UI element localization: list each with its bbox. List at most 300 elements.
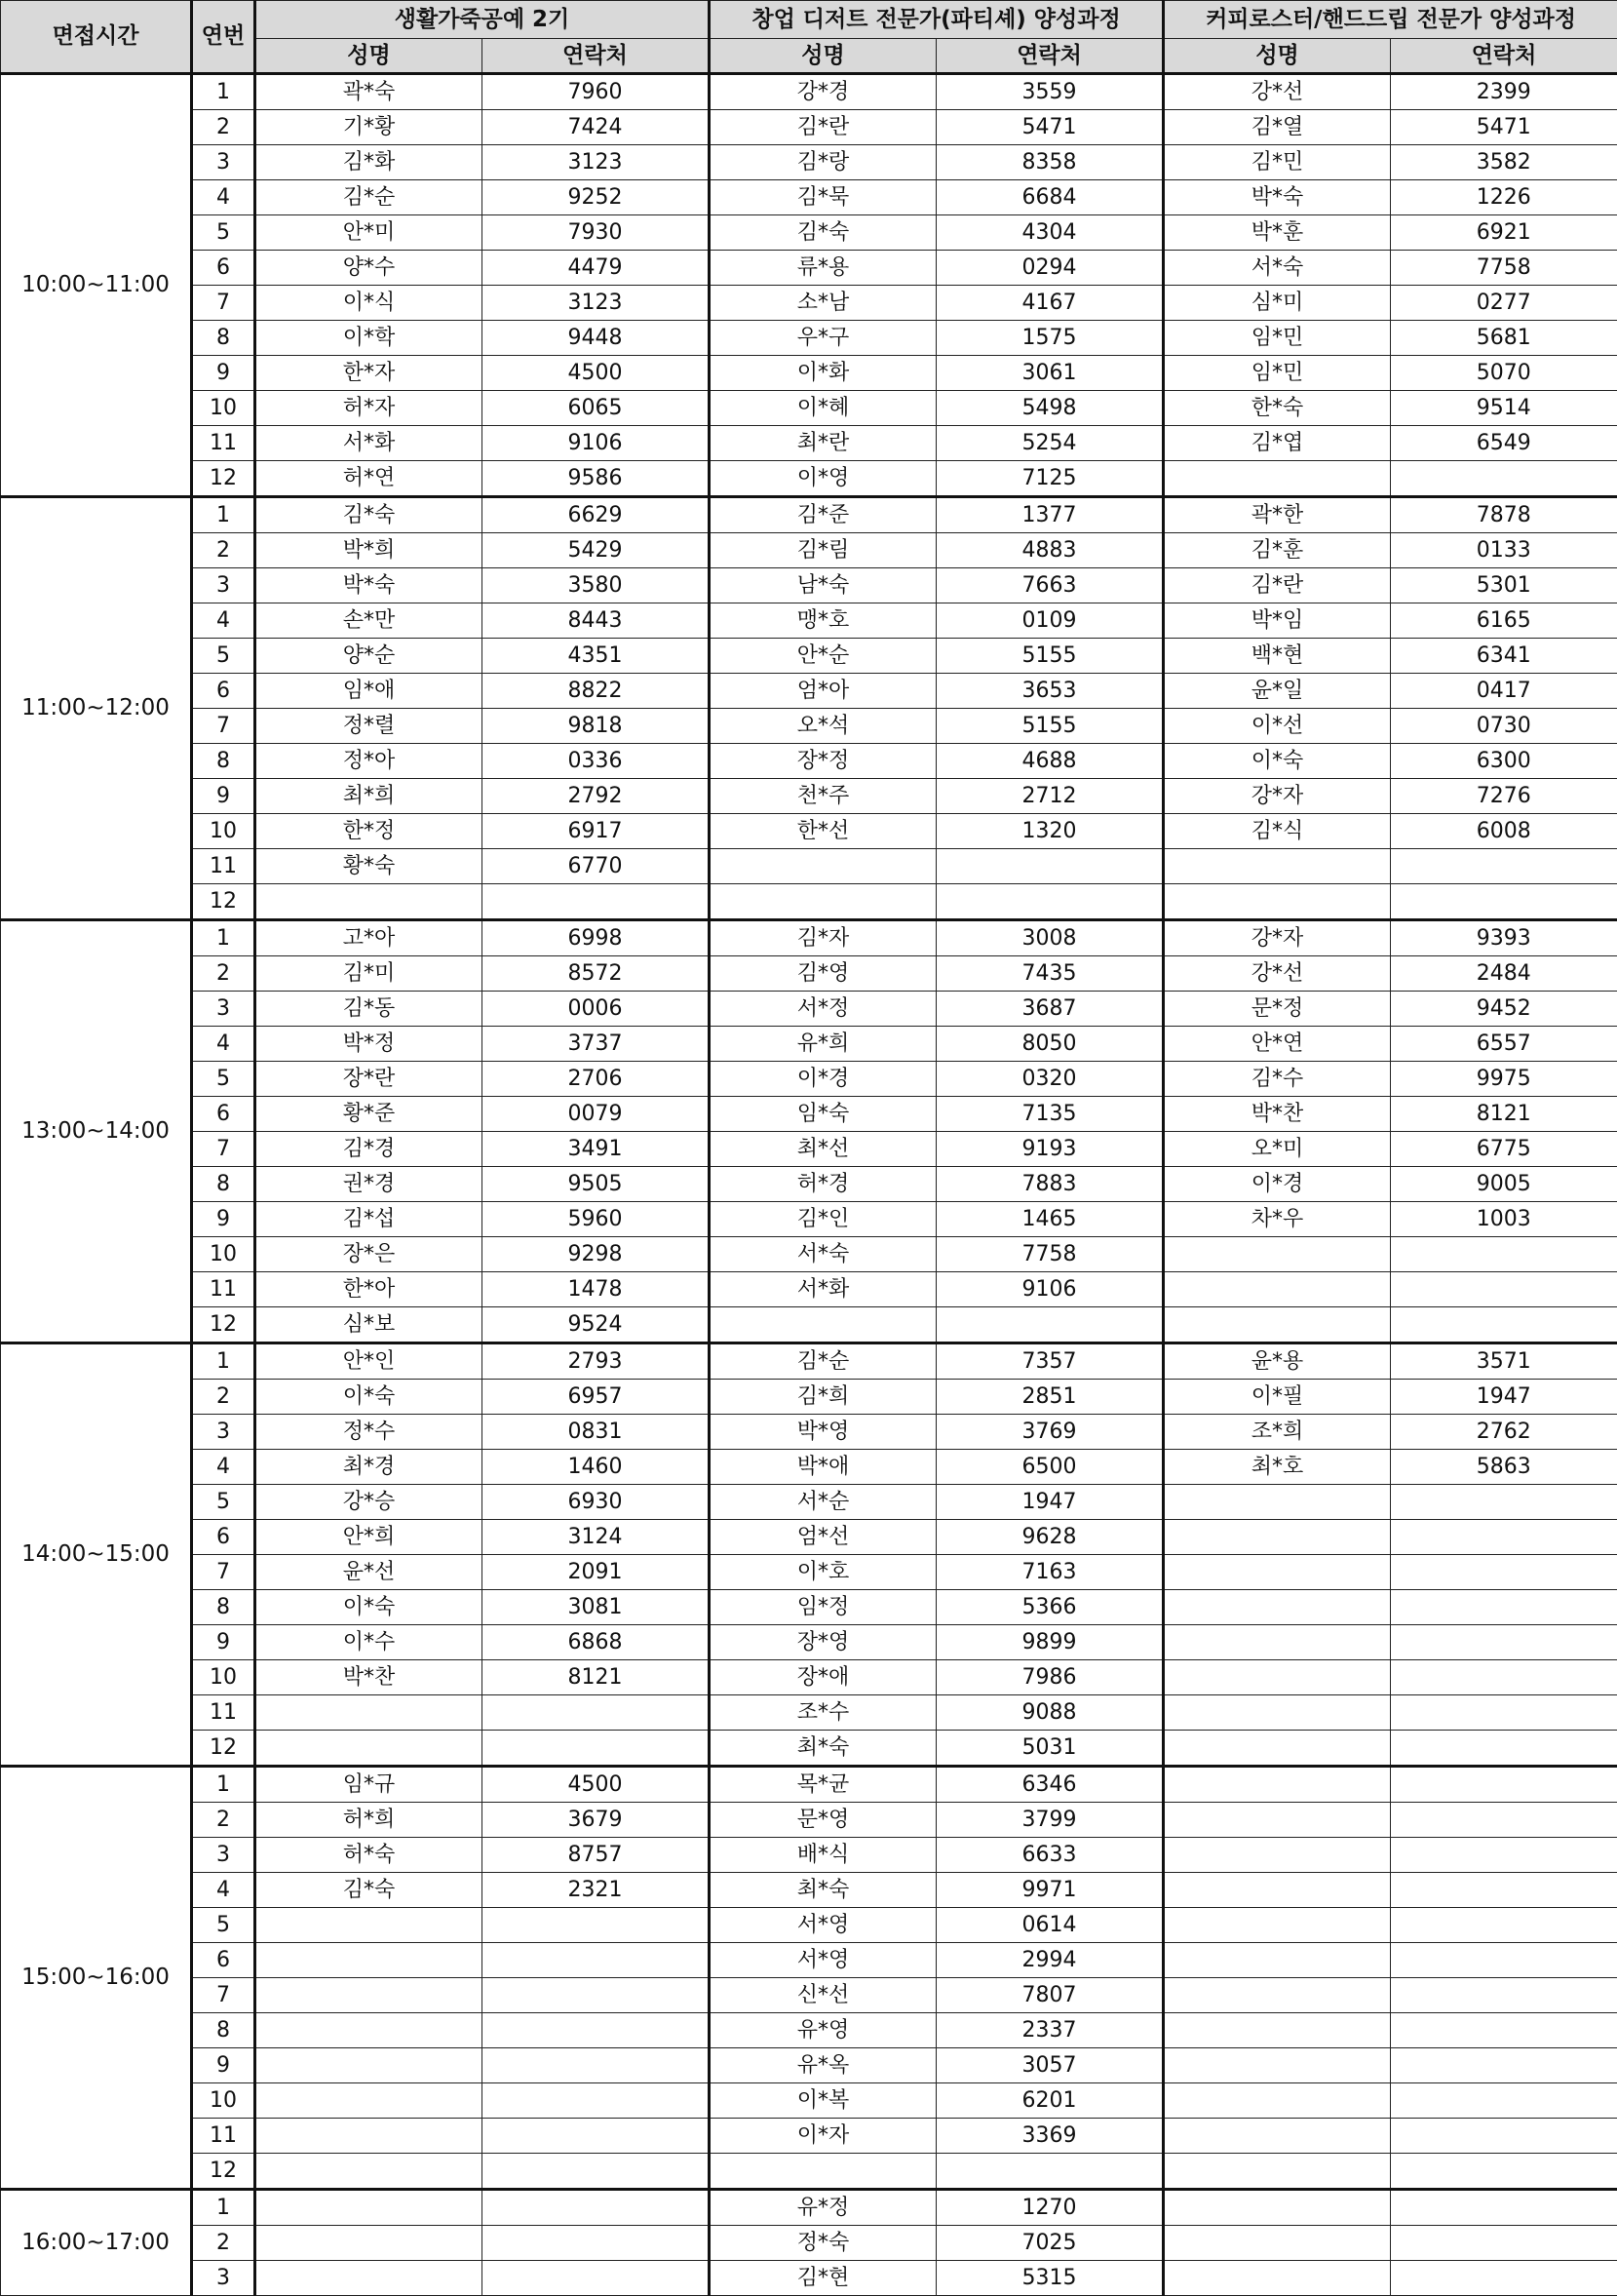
- name-cell: 허*희: [255, 1803, 482, 1838]
- contact-cell: [1391, 1555, 1617, 1590]
- contact-cell: [482, 2226, 710, 2261]
- name-cell: 황*준: [255, 1097, 482, 1132]
- contact-cell: [1391, 1625, 1617, 1660]
- table-row: [1, 74, 1617, 110]
- table-row: [1, 145, 1617, 180]
- contact-cell: 9524: [482, 1307, 710, 1343]
- contact-cell: 8358: [937, 145, 1164, 180]
- contact-cell: 7758: [1391, 251, 1617, 286]
- name-cell: 김*경: [255, 1132, 482, 1167]
- table-row: [1, 1307, 1617, 1343]
- contact-cell: [482, 1731, 710, 1767]
- contact-cell: 1460: [482, 1450, 710, 1485]
- name-cell: 임*민: [1164, 321, 1391, 356]
- contact-cell: [482, 2083, 710, 2119]
- contact-cell: [1391, 1978, 1617, 2013]
- contact-cell: 0006: [482, 992, 710, 1027]
- interview-time-cell: 13:00~14:00: [1, 920, 192, 1343]
- name-cell: 김*수: [1164, 1062, 1391, 1097]
- name-cell: 김*순: [255, 180, 482, 215]
- contact-cell: 1478: [482, 1272, 710, 1307]
- name-cell: 손*만: [255, 603, 482, 639]
- contact-cell: 3653: [937, 674, 1164, 709]
- table-row: [1, 1908, 1617, 1943]
- name-cell: 기*황: [255, 110, 482, 145]
- name-cell: 김*식: [1164, 814, 1391, 849]
- contact-cell: [1391, 849, 1617, 884]
- table-row: [1, 533, 1617, 568]
- name-cell: 이*수: [255, 1625, 482, 1660]
- name-cell: [710, 1307, 937, 1343]
- subheader-name: 성명: [710, 39, 937, 74]
- table-row: [1, 1485, 1617, 1520]
- contact-cell: 7930: [482, 215, 710, 251]
- contact-cell: [1391, 1237, 1617, 1272]
- name-cell: 이*선: [1164, 709, 1391, 744]
- name-cell: 강*승: [255, 1485, 482, 1520]
- name-cell: [1164, 1731, 1391, 1767]
- name-cell: 박*정: [255, 1027, 482, 1062]
- table-row: [1, 1767, 1617, 1803]
- name-cell: [710, 884, 937, 920]
- table-row: [1, 2119, 1617, 2154]
- contact-cell: 5429: [482, 533, 710, 568]
- contact-cell: 6557: [1391, 1027, 1617, 1062]
- header-seq: 연번: [192, 1, 255, 74]
- seq-cell: 7: [192, 1555, 255, 1590]
- contact-cell: [1391, 461, 1617, 497]
- table-row: [1, 1097, 1617, 1132]
- seq-cell: 3: [192, 1838, 255, 1873]
- contact-cell: 2994: [937, 1943, 1164, 1978]
- seq-cell: 9: [192, 779, 255, 814]
- name-cell: 유*옥: [710, 2048, 937, 2083]
- table-row: [1, 356, 1617, 391]
- table-row: [1, 286, 1617, 321]
- name-cell: [255, 1908, 482, 1943]
- table-row: [1, 1027, 1617, 1062]
- contact-cell: 6341: [1391, 639, 1617, 674]
- name-cell: [1164, 1520, 1391, 1555]
- contact-cell: [1391, 2119, 1617, 2154]
- seq-cell: 4: [192, 180, 255, 215]
- table-row: [1, 1590, 1617, 1625]
- name-cell: 서*숙: [1164, 251, 1391, 286]
- name-cell: 정*숙: [710, 2226, 937, 2261]
- name-cell: 박*훈: [1164, 215, 1391, 251]
- table-row: [1, 1237, 1617, 1272]
- table-body: [1, 74, 1617, 2296]
- table-row: [1, 1132, 1617, 1167]
- seq-cell: 4: [192, 603, 255, 639]
- contact-cell: 8121: [1391, 1097, 1617, 1132]
- contact-cell: 8757: [482, 1838, 710, 1873]
- seq-cell: 9: [192, 1625, 255, 1660]
- seq-cell: 10: [192, 2083, 255, 2119]
- contact-cell: 1320: [937, 814, 1164, 849]
- seq-cell: 6: [192, 1097, 255, 1132]
- name-cell: [255, 2190, 482, 2226]
- name-cell: 오*미: [1164, 1132, 1391, 1167]
- name-cell: 김*란: [710, 110, 937, 145]
- name-cell: 이*숙: [255, 1380, 482, 1415]
- name-cell: 한*숙: [1164, 391, 1391, 426]
- table-row: [1, 1167, 1617, 1202]
- name-cell: 임*규: [255, 1767, 482, 1803]
- contact-cell: 0079: [482, 1097, 710, 1132]
- name-cell: 서*정: [710, 992, 937, 1027]
- seq-cell: 10: [192, 1660, 255, 1695]
- name-cell: 김*숙: [255, 1873, 482, 1908]
- name-cell: [1164, 1908, 1391, 1943]
- contact-cell: 4500: [482, 1767, 710, 1803]
- name-cell: 서*숙: [710, 1237, 937, 1272]
- contact-cell: [1391, 1873, 1617, 1908]
- name-cell: [710, 2154, 937, 2190]
- seq-cell: 2: [192, 110, 255, 145]
- contact-cell: [1391, 1590, 1617, 1625]
- table-row: [1, 849, 1617, 884]
- contact-cell: 7878: [1391, 497, 1617, 533]
- name-cell: 이*자: [710, 2119, 937, 2154]
- contact-cell: 3123: [482, 145, 710, 180]
- seq-cell: 6: [192, 1520, 255, 1555]
- contact-cell: 3124: [482, 1520, 710, 1555]
- contact-cell: 9505: [482, 1167, 710, 1202]
- contact-cell: 6201: [937, 2083, 1164, 2119]
- seq-cell: 11: [192, 426, 255, 461]
- interview-time-cell: 10:00~11:00: [1, 74, 192, 497]
- table-row: [1, 674, 1617, 709]
- contact-cell: 5031: [937, 1731, 1164, 1767]
- name-cell: [1164, 2261, 1391, 2296]
- name-cell: 허*경: [710, 1167, 937, 1202]
- name-cell: 남*숙: [710, 568, 937, 603]
- name-cell: 황*숙: [255, 849, 482, 884]
- name-cell: 최*선: [710, 1132, 937, 1167]
- name-cell: 윤*용: [1164, 1343, 1391, 1380]
- contact-cell: 7025: [937, 2226, 1164, 2261]
- contact-cell: 7663: [937, 568, 1164, 603]
- interview-time-cell: 11:00~12:00: [1, 497, 192, 920]
- contact-cell: 3559: [937, 74, 1164, 110]
- contact-cell: 0294: [937, 251, 1164, 286]
- seq-cell: 10: [192, 814, 255, 849]
- name-cell: [1164, 461, 1391, 497]
- contact-cell: 2851: [937, 1380, 1164, 1415]
- seq-cell: 8: [192, 2013, 255, 2048]
- name-cell: 조*희: [1164, 1415, 1391, 1450]
- contact-cell: 1947: [1391, 1380, 1617, 1415]
- name-cell: 장*영: [710, 1625, 937, 1660]
- table-row: [1, 1202, 1617, 1237]
- name-cell: 한*자: [255, 356, 482, 391]
- name-cell: 서*영: [710, 1908, 937, 1943]
- seq-cell: 8: [192, 321, 255, 356]
- name-cell: 박*숙: [1164, 180, 1391, 215]
- seq-cell: 1: [192, 74, 255, 110]
- table-row: [1, 709, 1617, 744]
- contact-cell: 7357: [937, 1343, 1164, 1380]
- contact-cell: 6921: [1391, 215, 1617, 251]
- contact-cell: 4479: [482, 251, 710, 286]
- contact-cell: [1391, 2013, 1617, 2048]
- contact-cell: 3061: [937, 356, 1164, 391]
- contact-cell: 3123: [482, 286, 710, 321]
- name-cell: [1164, 1803, 1391, 1838]
- contact-cell: 0417: [1391, 674, 1617, 709]
- seq-cell: 1: [192, 1767, 255, 1803]
- seq-cell: 5: [192, 1062, 255, 1097]
- contact-cell: 6957: [482, 1380, 710, 1415]
- table-row: [1, 779, 1617, 814]
- contact-cell: 8822: [482, 674, 710, 709]
- contact-cell: 9818: [482, 709, 710, 744]
- contact-cell: 3679: [482, 1803, 710, 1838]
- name-cell: 임*숙: [710, 1097, 937, 1132]
- name-cell: 김*섭: [255, 1202, 482, 1237]
- name-cell: 김*숙: [255, 497, 482, 533]
- name-cell: 김*랑: [710, 145, 937, 180]
- interview-time-cell: 16:00~17:00: [1, 2190, 192, 2296]
- name-cell: 김*화: [255, 145, 482, 180]
- name-cell: 안*인: [255, 1343, 482, 1380]
- name-cell: 김*동: [255, 992, 482, 1027]
- contact-cell: 9452: [1391, 992, 1617, 1027]
- contact-cell: 7883: [937, 1167, 1164, 1202]
- contact-cell: 6868: [482, 1625, 710, 1660]
- table-row: [1, 1943, 1617, 1978]
- name-cell: [1164, 1272, 1391, 1307]
- name-cell: 이*필: [1164, 1380, 1391, 1415]
- seq-cell: 9: [192, 356, 255, 391]
- seq-cell: 4: [192, 1873, 255, 1908]
- table-row: [1, 426, 1617, 461]
- contact-cell: 2399: [1391, 74, 1617, 110]
- name-cell: 엄*아: [710, 674, 937, 709]
- name-cell: [1164, 1555, 1391, 1590]
- subheader-contact: 연락처: [1391, 39, 1617, 74]
- seq-cell: 2: [192, 1803, 255, 1838]
- table-row: [1, 639, 1617, 674]
- name-cell: [1164, 1838, 1391, 1873]
- name-cell: [710, 849, 937, 884]
- name-cell: 정*수: [255, 1415, 482, 1450]
- contact-cell: 8121: [482, 1660, 710, 1695]
- name-cell: 유*희: [710, 1027, 937, 1062]
- seq-cell: 2: [192, 2226, 255, 2261]
- contact-cell: 7135: [937, 1097, 1164, 1132]
- seq-cell: 3: [192, 2261, 255, 2296]
- contact-cell: 5366: [937, 1590, 1164, 1625]
- contact-cell: 0831: [482, 1415, 710, 1450]
- name-cell: 김*미: [255, 956, 482, 992]
- name-cell: 이*영: [710, 461, 937, 497]
- table-row: [1, 568, 1617, 603]
- contact-cell: 6008: [1391, 814, 1617, 849]
- name-cell: 김*엽: [1164, 426, 1391, 461]
- contact-cell: 5471: [937, 110, 1164, 145]
- contact-cell: 6930: [482, 1485, 710, 1520]
- contact-cell: 9975: [1391, 1062, 1617, 1097]
- name-cell: 이*학: [255, 321, 482, 356]
- seq-cell: 11: [192, 2119, 255, 2154]
- table-row: [1, 2083, 1617, 2119]
- contact-cell: 2792: [482, 779, 710, 814]
- seq-cell: 4: [192, 1450, 255, 1485]
- name-cell: 장*정: [710, 744, 937, 779]
- seq-cell: 2: [192, 1380, 255, 1415]
- contact-cell: 3687: [937, 992, 1164, 1027]
- name-cell: [255, 2226, 482, 2261]
- contact-cell: 7424: [482, 110, 710, 145]
- contact-cell: 4500: [482, 356, 710, 391]
- seq-cell: 11: [192, 849, 255, 884]
- subheader-contact: 연락처: [482, 39, 710, 74]
- seq-cell: 6: [192, 674, 255, 709]
- name-cell: 서*화: [710, 1272, 937, 1307]
- name-cell: 권*경: [255, 1167, 482, 1202]
- name-cell: 허*자: [255, 391, 482, 426]
- table-row: [1, 884, 1617, 920]
- contact-cell: [482, 2154, 710, 2190]
- contact-cell: 2484: [1391, 956, 1617, 992]
- contact-cell: [1391, 2261, 1617, 2296]
- seq-cell: 6: [192, 1943, 255, 1978]
- seq-cell: 1: [192, 2190, 255, 2226]
- contact-cell: 7125: [937, 461, 1164, 497]
- contact-cell: 2712: [937, 779, 1164, 814]
- contact-cell: [482, 2048, 710, 2083]
- table-row: [1, 1695, 1617, 1731]
- contact-cell: 5315: [937, 2261, 1164, 2296]
- contact-cell: 5301: [1391, 568, 1617, 603]
- contact-cell: 6684: [937, 180, 1164, 215]
- name-cell: 김*준: [710, 497, 937, 533]
- table-row: [1, 497, 1617, 533]
- contact-cell: 9514: [1391, 391, 1617, 426]
- contact-cell: 5155: [937, 639, 1164, 674]
- seq-cell: 12: [192, 1307, 255, 1343]
- table-row: [1, 1838, 1617, 1873]
- contact-cell: 1575: [937, 321, 1164, 356]
- name-cell: [1164, 2083, 1391, 2119]
- contact-cell: 3081: [482, 1590, 710, 1625]
- table-row: [1, 603, 1617, 639]
- name-cell: 강*자: [1164, 779, 1391, 814]
- contact-cell: 0133: [1391, 533, 1617, 568]
- seq-cell: 3: [192, 568, 255, 603]
- subheader-contact: 연락처: [937, 39, 1164, 74]
- name-cell: [1164, 2013, 1391, 2048]
- seq-cell: 5: [192, 1485, 255, 1520]
- name-cell: 박*찬: [255, 1660, 482, 1695]
- seq-cell: 1: [192, 1343, 255, 1380]
- table-row: [1, 391, 1617, 426]
- contact-cell: 5863: [1391, 1450, 1617, 1485]
- contact-cell: 9586: [482, 461, 710, 497]
- seq-cell: 7: [192, 1132, 255, 1167]
- name-cell: [1164, 2226, 1391, 2261]
- contact-cell: 4351: [482, 639, 710, 674]
- contact-cell: 9106: [482, 426, 710, 461]
- seq-cell: 12: [192, 884, 255, 920]
- contact-cell: [482, 1943, 710, 1978]
- contact-cell: [482, 884, 710, 920]
- name-cell: 김*란: [1164, 568, 1391, 603]
- contact-cell: 6998: [482, 920, 710, 956]
- name-cell: [1164, 849, 1391, 884]
- seq-cell: 6: [192, 251, 255, 286]
- name-cell: 곽*한: [1164, 497, 1391, 533]
- table-row: [1, 2048, 1617, 2083]
- name-cell: 최*란: [710, 426, 937, 461]
- contact-cell: [482, 1695, 710, 1731]
- name-cell: 이*호: [710, 1555, 937, 1590]
- contact-cell: 5070: [1391, 356, 1617, 391]
- contact-cell: 3008: [937, 920, 1164, 956]
- seq-cell: 7: [192, 286, 255, 321]
- contact-cell: 3582: [1391, 145, 1617, 180]
- contact-cell: 0320: [937, 1062, 1164, 1097]
- name-cell: 김*림: [710, 533, 937, 568]
- contact-cell: [1391, 2083, 1617, 2119]
- contact-cell: 9193: [937, 1132, 1164, 1167]
- name-cell: [1164, 2119, 1391, 2154]
- contact-cell: 8050: [937, 1027, 1164, 1062]
- seq-cell: 10: [192, 1237, 255, 1272]
- table-row: [1, 744, 1617, 779]
- contact-cell: 7807: [937, 1978, 1164, 2013]
- name-cell: 박*영: [710, 1415, 937, 1450]
- name-cell: 이*숙: [1164, 744, 1391, 779]
- table-row: [1, 215, 1617, 251]
- contact-cell: 3571: [1391, 1343, 1617, 1380]
- name-cell: 문*영: [710, 1803, 937, 1838]
- name-cell: 안*순: [710, 639, 937, 674]
- seq-cell: 8: [192, 744, 255, 779]
- seq-cell: 3: [192, 1415, 255, 1450]
- name-cell: 이*복: [710, 2083, 937, 2119]
- seq-cell: 3: [192, 992, 255, 1027]
- header-interview-time: 면접시간: [1, 1, 192, 74]
- name-cell: 서*영: [710, 1943, 937, 1978]
- seq-cell: 5: [192, 1908, 255, 1943]
- table-row: [1, 110, 1617, 145]
- subheader-name: 성명: [255, 39, 482, 74]
- name-cell: 유*정: [710, 2190, 937, 2226]
- table-row: [1, 1450, 1617, 1485]
- contact-cell: 9448: [482, 321, 710, 356]
- seq-cell: 8: [192, 1167, 255, 1202]
- seq-cell: 9: [192, 1202, 255, 1237]
- contact-cell: 3799: [937, 1803, 1164, 1838]
- contact-cell: 0336: [482, 744, 710, 779]
- contact-cell: 9298: [482, 1237, 710, 1272]
- seq-cell: 7: [192, 709, 255, 744]
- name-cell: 한*아: [255, 1272, 482, 1307]
- name-cell: 최*희: [255, 779, 482, 814]
- name-cell: [1164, 1695, 1391, 1731]
- name-cell: [1164, 1943, 1391, 1978]
- name-cell: 강*자: [1164, 920, 1391, 956]
- header-course-leathercraft: 생활가죽공예 2기: [255, 1, 710, 39]
- contact-cell: 5471: [1391, 110, 1617, 145]
- table-row: [1, 1803, 1617, 1838]
- table-row: [1, 1380, 1617, 1415]
- name-cell: 이*숙: [255, 1590, 482, 1625]
- name-cell: 우*구: [710, 321, 937, 356]
